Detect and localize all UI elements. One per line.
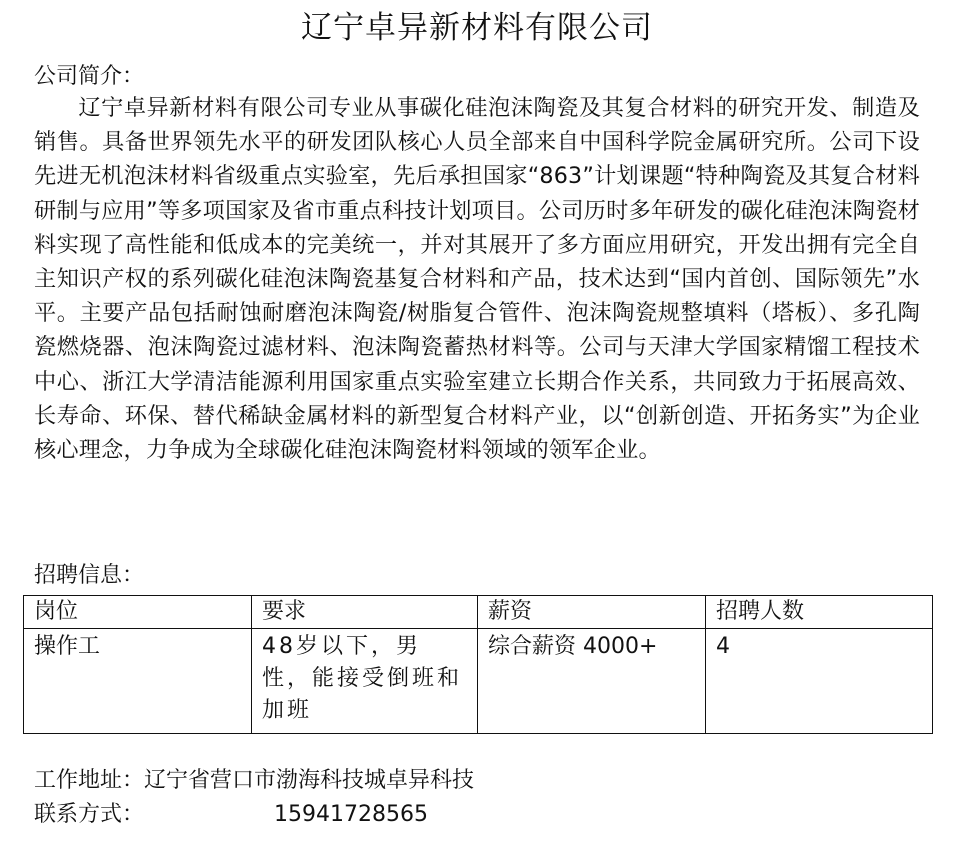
company-title: 辽宁卓异新材料有限公司 <box>301 10 653 46</box>
address-value: 辽宁省营口市渤海科技城卓异科技 <box>144 768 475 793</box>
intro-heading: 公司简介： <box>34 64 145 89</box>
header-position: 岗位 <box>24 596 252 629</box>
address-label: 工作地址： <box>34 768 145 793</box>
header-requirements: 要求 <box>252 596 478 629</box>
header-headcount: 招聘人数 <box>706 596 933 629</box>
cell-position: 操作工 <box>24 629 252 734</box>
cell-headcount: 4 <box>706 629 933 734</box>
company-intro-paragraph: 辽宁卓异新材料有限公司专业从事碳化硅泡沫陶瓷及其复合材料的研究开发、制造及销售。具备世界领先水平的研发团队核心人员全部来自中国科学院金属研究所。公司下设先进无机泡沫材料省级重点实验室，先后承担国家“863”计划课题“特种陶瓷及其复合材料研制与应用”等多项国家及省市重点科技计划项目。公司历时多年研发的碳化硅泡沫陶瓷材料实现了高性能和低成本的完美统一，并对其展开了多方面应用研究，开发出拥有完全自主知识产权的系列碳化硅泡沫陶瓷基复合材料和产品，技术达到“国内首创、国际领先”水平。主要产品包括耐蚀耐磨泡沫陶瓷/树脂复合管件、泡沫陶瓷规整填料（塔板）、多孔陶瓷燃烧器、泡沫陶瓷过滤材料、泡沫陶瓷蓄热材料等。公司与天津大学国家精馏工程技术中心、浙江大学清洁能源利用国家重点实验室建立长期合作关系，共同致力于拓展高效、长寿命、环保、替代稀缺金属材料的新型复合材料产业，以“创新创造、开拓务实”为企业核心理念，力争成为全球碳化硅泡沫陶瓷材料领域的领军企业。 <box>34 95 920 464</box>
contact-label: 联系方式： <box>34 802 145 827</box>
recruitment-heading: 招聘信息： <box>34 563 145 588</box>
contact-phone: 15941728565 <box>274 802 428 827</box>
job-table <box>23 595 933 734</box>
cell-salary: 综合薪资 4000+ <box>478 629 706 734</box>
cell-requirements: 48岁以下，男性，能接受倒班和加班 <box>252 629 478 734</box>
contact-line <box>34 798 428 832</box>
table-row <box>24 629 933 734</box>
work-address-line <box>34 764 474 798</box>
table-header-row <box>24 596 933 629</box>
header-salary: 薪资 <box>478 596 706 629</box>
